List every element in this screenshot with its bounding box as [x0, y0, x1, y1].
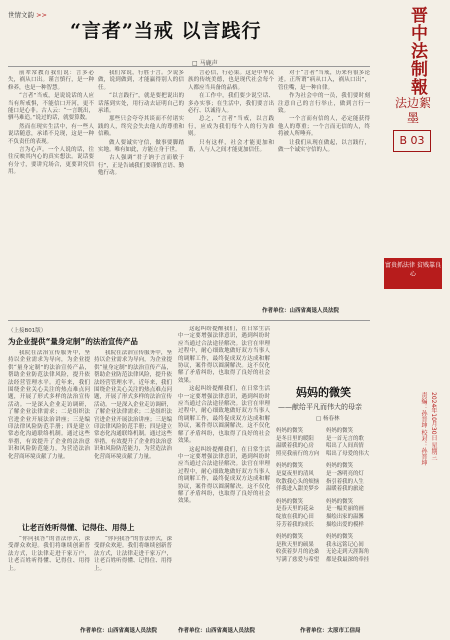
article2-author-unit: 作者单位：山西省离退人员法院: [80, 628, 158, 634]
poem-left-column: 妈妈的微笑 是冬日里的暖阳 温暖着我的心房 照亮我前行的方向 妈妈的微笑 是夏夜里的清风 吹散我心头的烦恼 伴我进入甜美梦乡 妈妈的微笑 是春天里的花朵 绽放在我的心田 芬芳着我的成长 妈妈的微笑 是秋天里的硕果 收获着岁月的沧桑 写满了慈爱与希望: [276, 428, 320, 563]
paper-title: 晋中法制報: [407, 6, 427, 96]
article3-author-unit: 作者单位：山西省离退人员法院: [178, 628, 256, 634]
poem-author-unit: 作者单位：太原市工信局: [300, 628, 361, 634]
article2-body-col2: 我院在法治宣传服务中，坚持以企业需求为导向，为企业提供“量身定制”的法治宣传产品，帮助企业防范法律风险，提升依法经营管理水平。近年来，我们围绕企业关心关注的热点难点问题，开展了形式多样的法治宣传活动。一是深入企业走访调研，了解企业法律需求；二是组织法官进企业开展法治讲座；三是编印法律风险防范手册；四是建立常态化沟通联络机制。通过这些举措，有效提升了企业的法治意识和风险防范能力，为营造法治化营商环境贡献了力量。: [94, 350, 172, 460]
poem-right-column: 妈妈的微笑 是一首无言的歌 唱出了人间真情 唱出了母爱的伟大 妈妈的微笑 是一盏明亮的灯 指引着我的人生 温暖着我的旅途 妈妈的微笑 是一幅美丽的画 描绘出家的温馨 描绘出爱的模样 妈妈的微笑 我永远铭记心间 无论走到天涯海角 都是我最深的牵挂: [326, 428, 370, 563]
article2-kicker: （上接B01版）: [8, 328, 47, 334]
main-article-col-3: 言必信，行必果。这是中华民族的传统美德，也是现代社会每个人都应当具备的品格。 在工作中，我们要少说空话、多办实事；在生活中，我们要言出必行、以诚待人。 总之，“言者”当戒，以言践行，应成为我们每个人的行为准则。 只有这样，社会才能更加和谐，人与人之间才能更加信任。: [188, 70, 274, 154]
main-byline: □ 马鹿声: [192, 60, 218, 67]
article2-headline: 为企业提供“量身定制”的法治宣传产品: [8, 337, 138, 346]
section-name: 法边絮墨: [394, 96, 431, 125]
main-article-col-1: 前辈常教育我们说：言多必失，祸从口出。谨言慎行，是一种修养，也是一种智慧。 “言者”当戒，是说说话的人应当有所戒惧，不能信口开河，更不能口是心非。古人云：“一言既出，驷马难追。”说过的话，就要算数。 然而在现实生活中，有一些人说话随意，承诺不兑现，这是一种不负责任的表现。 言为心声。一个人说的话，往往反映其内心的真实想法。说话要有分寸，要讲究场合，更要讲究信用。: [8, 70, 94, 176]
slogan-banner: 富贵抓法律 贫贱靠良心: [384, 258, 442, 289]
date-line: 2024年10月30日 星期三 责编：孙晋坤 校对：孙晋坤: [420, 392, 437, 466]
masthead: [376, 0, 450, 640]
poem-subtitle: ——献给平凡而伟大的母亲: [278, 403, 362, 411]
article3-body: 这起纠纷提醒我们，在日常生活中一定要增强法律意识，遇到纠纷时应当通过合法途径解决。法官在审理过程中，耐心细致地做好双方当事人的调解工作，最终促成双方达成和解协议，案件得以圆满解决。这不仅化解了矛盾纠纷，也取得了良好的社会效果。 这起纠纷提醒我们，在日常生活中一定要增强法律意识，遇到纠纷时应当通过合法途径解决。法官在审理过程中，耐心细致地做好双方当事人的调解工作，最终促成双方达成和解协议，案件得以圆满解决。这不仅化解了矛盾纠纷，也取得了良好的社会效果。 这起纠纷提醒我们，在日常生活中一定要增强法律意识，遇到纠纷时应当通过合法途径解决。法官在审理过程中，耐心细致地做好双方当事人的调解工作，最终促成双方达成和解协议，案件得以圆满解决。这不仅化解了矛盾纠纷，也取得了良好的社会效果。: [178, 326, 270, 505]
article2-body: 我院在法治宣传服务中，坚持以企业需求为导向，为企业提供“量身定制”的法治宣传产品，帮助企业防范法律风险，提升依法经营管理水平。近年来，我们围绕企业关心关注的热点难点问题，开展了形式多样的法治宣传活动。一是深入企业走访调研，了解企业法律需求；二是组织法官进企业开展法治讲座；三是编印法律风险防范手册；四是建立常态化沟通联络机制。通过这些举措，有效提升了企业的法治意识和风险防范能力，为营造法治化营商环境贡献了力量。: [8, 350, 90, 460]
main-headline: “言者”当戒 以言践行: [70, 20, 262, 42]
header-divider: [8, 66, 370, 67]
article2-body-2b: “你问我答”的普法形式，深受群众欢迎。我们将继续创新普法方式，让法律走进千家万户，让老百姓听得懂、记得住、用得上。: [94, 536, 172, 572]
article2-subheadline: 让老百姓听得懂、记得住、用得上: [22, 523, 135, 532]
main-article-col-2: 我们常说，行胜于言。少说多做，说到做到，才能赢得别人的信任。 “以言践行”，就是要把说出的话落到实处，用行动去证明自己的承诺。 那些只会夸夸其谈而不付诸实践的人，终究会失去他人的尊重和信赖。 做人要诚实守信，做事要脚踏实地。唯有如此，方能立身于世。 古人强调“君子讷于言而敏于行”，正是告诫我们要谨慎言语、勤勉行动。: [98, 70, 184, 177]
poem-author: □ 杨春林: [316, 416, 340, 422]
mid-divider: [8, 320, 370, 321]
section-label: 世情文韵 >>: [8, 11, 47, 19]
page-code: B 03: [393, 130, 431, 152]
article2-body-2: “你问我答”的普法形式，深受群众欢迎。我们将继续创新普法方式，让法律走进千家万户，让老百姓听得懂、记得住、用得上。: [8, 536, 90, 572]
main-author-unit: 作者单位：山西省离退人员法院: [262, 308, 340, 314]
main-article-col-4: 对于“言者”当戒，历来有很多论述。正所谓“病从口入，祸从口出”，管住嘴，是一种自律。 作为社会中的一员，我们要时刻注意自己的言行举止，做到言行一致。 一个言而有信的人，必定能获得他人的尊重；一个言而无信的人，终将被人所唾弃。 让我们从现在做起，以言践行，做一个诚实守信的人。: [278, 70, 370, 154]
poem-title: 妈妈的微笑: [296, 386, 351, 399]
